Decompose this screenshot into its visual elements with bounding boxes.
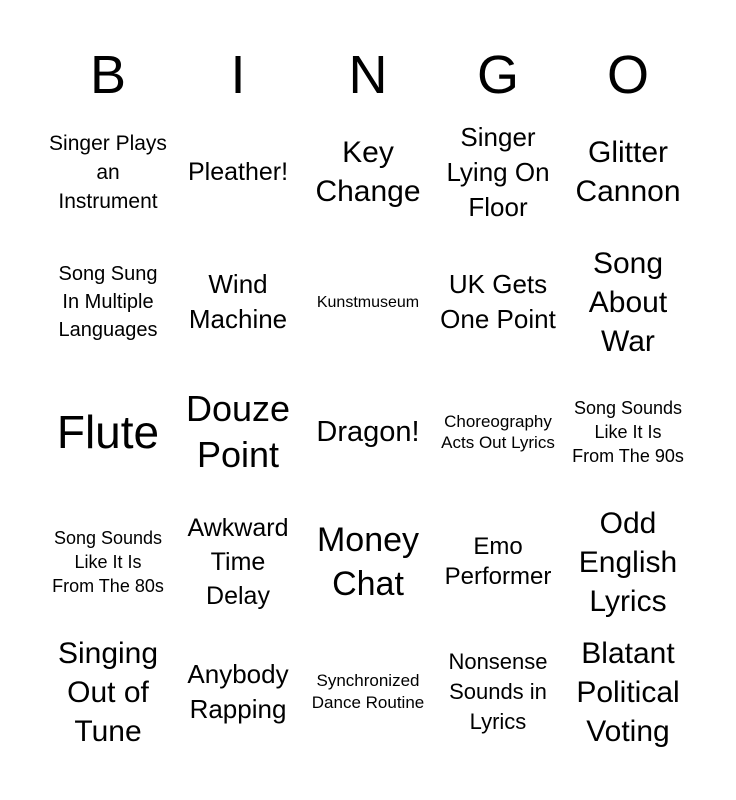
cell-text: Odd English Lyrics — [578, 506, 678, 618]
header-letter-o: O — [606, 45, 649, 105]
cell-text: Singer Plays an Instrument — [49, 131, 167, 213]
cell-text: Synchronized Dance Routine — [311, 671, 425, 712]
bingo-cell-r1c4 — [433, 107, 563, 237]
cell-text: Song Sung In Multiple Languages — [58, 263, 158, 341]
cell-text: Money Chat — [316, 521, 420, 603]
cell-text: Choreography Acts Out Lyrics — [441, 412, 555, 452]
cell-text: Anybody Rapping — [187, 659, 289, 724]
bingo-cell-r3c4 — [433, 367, 563, 497]
cell-text: Nonsense Sounds in Lyrics — [448, 649, 548, 734]
cell-text: Song Sounds Like It Is From The 90s — [572, 398, 684, 466]
cell-text: Key Change — [315, 136, 421, 208]
cell-text: Emo Performer — [444, 533, 552, 590]
cell-text: Blatant Political Voting — [576, 636, 680, 748]
cell-text: Kunstmuseum — [316, 293, 420, 311]
cell-text: Singing Out of Tune — [57, 636, 159, 748]
cell-text: Wind Machine — [188, 269, 288, 334]
bingo-cell-r5c5 — [563, 627, 693, 757]
bingo-cell-r2c2 — [173, 237, 303, 367]
header-letter-g: G — [476, 45, 519, 105]
bingo-cell-r4c3 — [303, 497, 433, 627]
bingo-cell-r2c3 — [303, 237, 433, 367]
bingo-card — [43, 0, 693, 800]
bingo-cell-r5c2 — [173, 627, 303, 757]
cell-text: Singer Lying On Floor — [446, 121, 550, 222]
bingo-cell-r2c1 — [43, 237, 173, 367]
header-letter-b: B — [89, 45, 127, 105]
bingo-cell-r3c5 — [563, 367, 693, 497]
bingo-cell-r3c3 — [303, 367, 433, 497]
bingo-cell-r5c3 — [303, 627, 433, 757]
cell-text: Flute — [56, 406, 160, 458]
cell-text: Douze Point — [185, 388, 291, 475]
bingo-header — [43, 40, 693, 110]
cell-text: Song Sounds Like It Is From The 80s — [52, 528, 164, 596]
bingo-cell-r4c5 — [563, 497, 693, 627]
bingo-cell-r1c2 — [173, 107, 303, 237]
cell-text: Pleather! — [187, 157, 289, 186]
bingo-cell-r4c1 — [43, 497, 173, 627]
bingo-cell-r3c1 — [43, 367, 173, 497]
cell-text: UK Gets One Point — [440, 269, 556, 334]
bingo-grid — [43, 107, 693, 757]
bingo-cell-r1c1 — [43, 107, 173, 237]
bingo-cell-r1c3 — [303, 107, 433, 237]
cell-text: Glitter Cannon — [575, 136, 681, 208]
header-letter-i: I — [230, 45, 246, 105]
bingo-cell-r2c4 — [433, 237, 563, 367]
bingo-cell-r5c4 — [433, 627, 563, 757]
bingo-cell-r1c5 — [563, 107, 693, 237]
bingo-cell-r3c2 — [173, 367, 303, 497]
cell-text: Awkward Time Delay — [187, 514, 289, 610]
bingo-cell-r5c1 — [43, 627, 173, 757]
bingo-cell-r4c4 — [433, 497, 563, 627]
cell-text: Dragon! — [316, 415, 420, 448]
bingo-cell-r2c5 — [563, 237, 693, 367]
header-letter-n: N — [348, 45, 388, 105]
bingo-cell-r4c2 — [173, 497, 303, 627]
cell-text: Song About War — [588, 246, 668, 358]
